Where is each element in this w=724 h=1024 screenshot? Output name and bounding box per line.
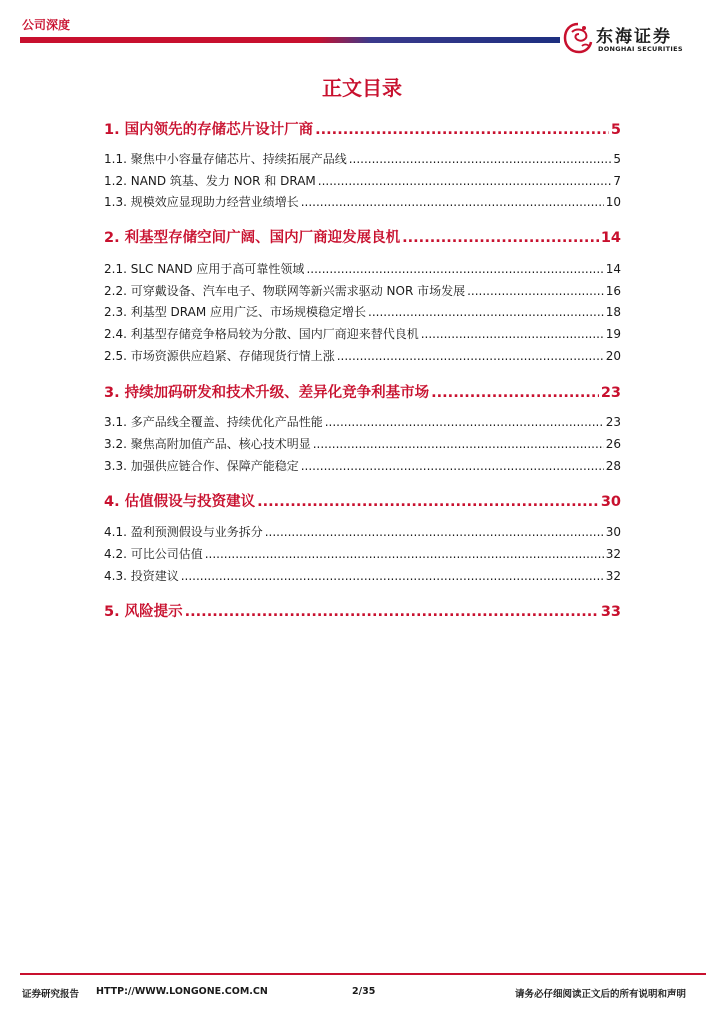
toc-entry-page: 5 <box>613 152 621 166</box>
toc-entry-page: 28 <box>605 459 621 473</box>
toc-dot-leader <box>185 604 599 620</box>
toc-entry-page: 14 <box>600 230 621 246</box>
footer-report-type: 证券研究报告 <box>22 989 80 1000</box>
toc-subsection-entry[interactable] <box>104 347 621 364</box>
toc-entry-page: 26 <box>605 437 621 451</box>
toc-entry-page: 23 <box>600 385 621 401</box>
toc-entry-title: 4.3. 投资建议 <box>104 569 179 583</box>
toc-entry-page: 10 <box>605 195 621 209</box>
toc-subsection-entry[interactable] <box>104 260 621 277</box>
toc-dot-leader <box>421 327 604 341</box>
toc-dot-leader <box>368 305 604 319</box>
toc-section-entry[interactable] <box>104 490 621 511</box>
toc-subsection-entry[interactable] <box>104 150 621 167</box>
dragon-logo-icon <box>560 20 596 56</box>
company-logo <box>560 20 710 60</box>
toc-entry-page: 16 <box>605 284 621 298</box>
toc-entry-page: 5 <box>610 122 621 138</box>
toc-subsection-entry[interactable] <box>104 193 621 210</box>
toc-subsection-entry[interactable] <box>104 282 621 299</box>
footer-url[interactable]: HTTP://WWW.LONGONE.COM.CN <box>96 986 268 997</box>
toc-section-entry[interactable] <box>104 381 621 402</box>
toc-entry-title: 4.2. 可比公司估值 <box>104 547 203 561</box>
footer-disclaimer: 请务必仔细阅读正文后的所有说明和声明 <box>515 989 687 1000</box>
footer-page-indicator: 2/35 <box>352 986 376 997</box>
toc-entry-page: 30 <box>605 525 621 539</box>
toc-dot-leader <box>313 437 604 451</box>
toc-dot-leader <box>205 547 604 561</box>
toc-dot-leader <box>337 349 604 363</box>
toc-subsection-entry[interactable] <box>104 567 621 584</box>
toc-entry-title: 2.1. SLC NAND 应用于高可靠性领域 <box>104 262 305 276</box>
toc-entry-page: 20 <box>605 349 621 363</box>
toc-entry-title: 3.1. 多产品线全覆盖、持续优化产品性能 <box>104 415 323 429</box>
toc-entry-page: 33 <box>600 604 621 620</box>
logo-chinese-name: 东海证券 <box>596 27 672 47</box>
toc-entry-page: 23 <box>605 415 621 429</box>
toc-entry-page: 19 <box>605 327 621 341</box>
toc-entry-page: 18 <box>605 305 621 319</box>
toc-dot-leader <box>301 195 604 209</box>
toc-dot-leader <box>181 569 604 583</box>
logo-english-name: DONGHAI SECURITIES <box>598 45 683 53</box>
toc-entry-title: 2.4. 利基型存储竞争格局较为分散、国内厂商迎来替代良机 <box>104 327 419 341</box>
toc-subsection-entry[interactable] <box>104 545 621 562</box>
toc-entry-page: 7 <box>613 174 621 188</box>
toc-dot-leader <box>301 459 604 473</box>
toc-section-entry[interactable] <box>104 226 621 247</box>
toc-dot-leader <box>467 284 604 298</box>
toc-dot-leader <box>306 262 603 276</box>
toc-entry-title: 4.1. 盈利预测假设与业务拆分 <box>104 525 263 539</box>
header-bar <box>20 37 560 43</box>
toc-entry-title: 4. 估值假设与投资建议 <box>104 494 256 510</box>
toc-entry-title: 2. 利基型存储空间广阔、国内厂商迎发展良机 <box>104 230 401 246</box>
toc-subsection-entry[interactable] <box>104 172 621 189</box>
toc-dot-leader <box>315 122 609 138</box>
toc-subsection-entry[interactable] <box>104 435 621 452</box>
toc-dot-leader <box>325 415 604 429</box>
toc-section-entry[interactable] <box>104 600 621 621</box>
toc-entry-page: 14 <box>605 262 621 276</box>
toc-subsection-entry[interactable] <box>104 325 621 342</box>
toc-entry-title: 1.1. 聚焦中小容量存储芯片、持续拓展产品线 <box>104 152 347 166</box>
toc-subsection-entry[interactable] <box>104 303 621 320</box>
toc-entry-title: 1.2. NAND 筑基、发力 NOR 和 DRAM <box>104 174 316 188</box>
toc-entry-title: 3.2. 聚焦高附加值产品、核心技术明显 <box>104 437 311 451</box>
toc-entry-title: 2.2. 可穿戴设备、汽车电子、物联网等新兴需求驱动 NOR 市场发展 <box>104 284 466 298</box>
toc-subsection-entry[interactable] <box>104 523 621 540</box>
toc-dot-leader <box>402 230 599 246</box>
toc-entry-title: 1. 国内领先的存储芯片设计厂商 <box>104 122 314 138</box>
toc-dot-leader <box>349 152 612 166</box>
toc-entry-title: 3.3. 加强供应链合作、保障产能稳定 <box>104 459 299 473</box>
footer-line <box>20 973 706 975</box>
header-section-label: 公司深度 <box>22 18 71 32</box>
toc-subsection-entry[interactable] <box>104 413 621 430</box>
toc-title: 正文目录 <box>322 76 402 100</box>
toc-dot-leader <box>318 174 612 188</box>
toc-entry-title: 5. 风险提示 <box>104 604 183 620</box>
toc-entry-title: 1.3. 规模效应显现助力经营业绩增长 <box>104 195 299 209</box>
toc-dot-leader <box>265 525 604 539</box>
toc-dot-leader <box>257 494 599 510</box>
toc-entry-page: 32 <box>605 569 621 583</box>
toc-entry-page: 32 <box>605 547 621 561</box>
toc-dot-leader <box>431 385 599 401</box>
toc-entry-page: 30 <box>600 494 621 510</box>
toc-entry-title: 2.3. 利基型 DRAM 应用广泛、市场规模稳定增长 <box>104 305 366 319</box>
toc-subsection-entry[interactable] <box>104 457 621 474</box>
toc-entry-title: 2.5. 市场资源供应趋紧、存储现货行情上涨 <box>104 349 335 363</box>
toc-entry-title: 3. 持续加码研发和技术升级、差异化竞争利基市场 <box>104 385 430 401</box>
toc-section-entry[interactable] <box>104 118 621 139</box>
